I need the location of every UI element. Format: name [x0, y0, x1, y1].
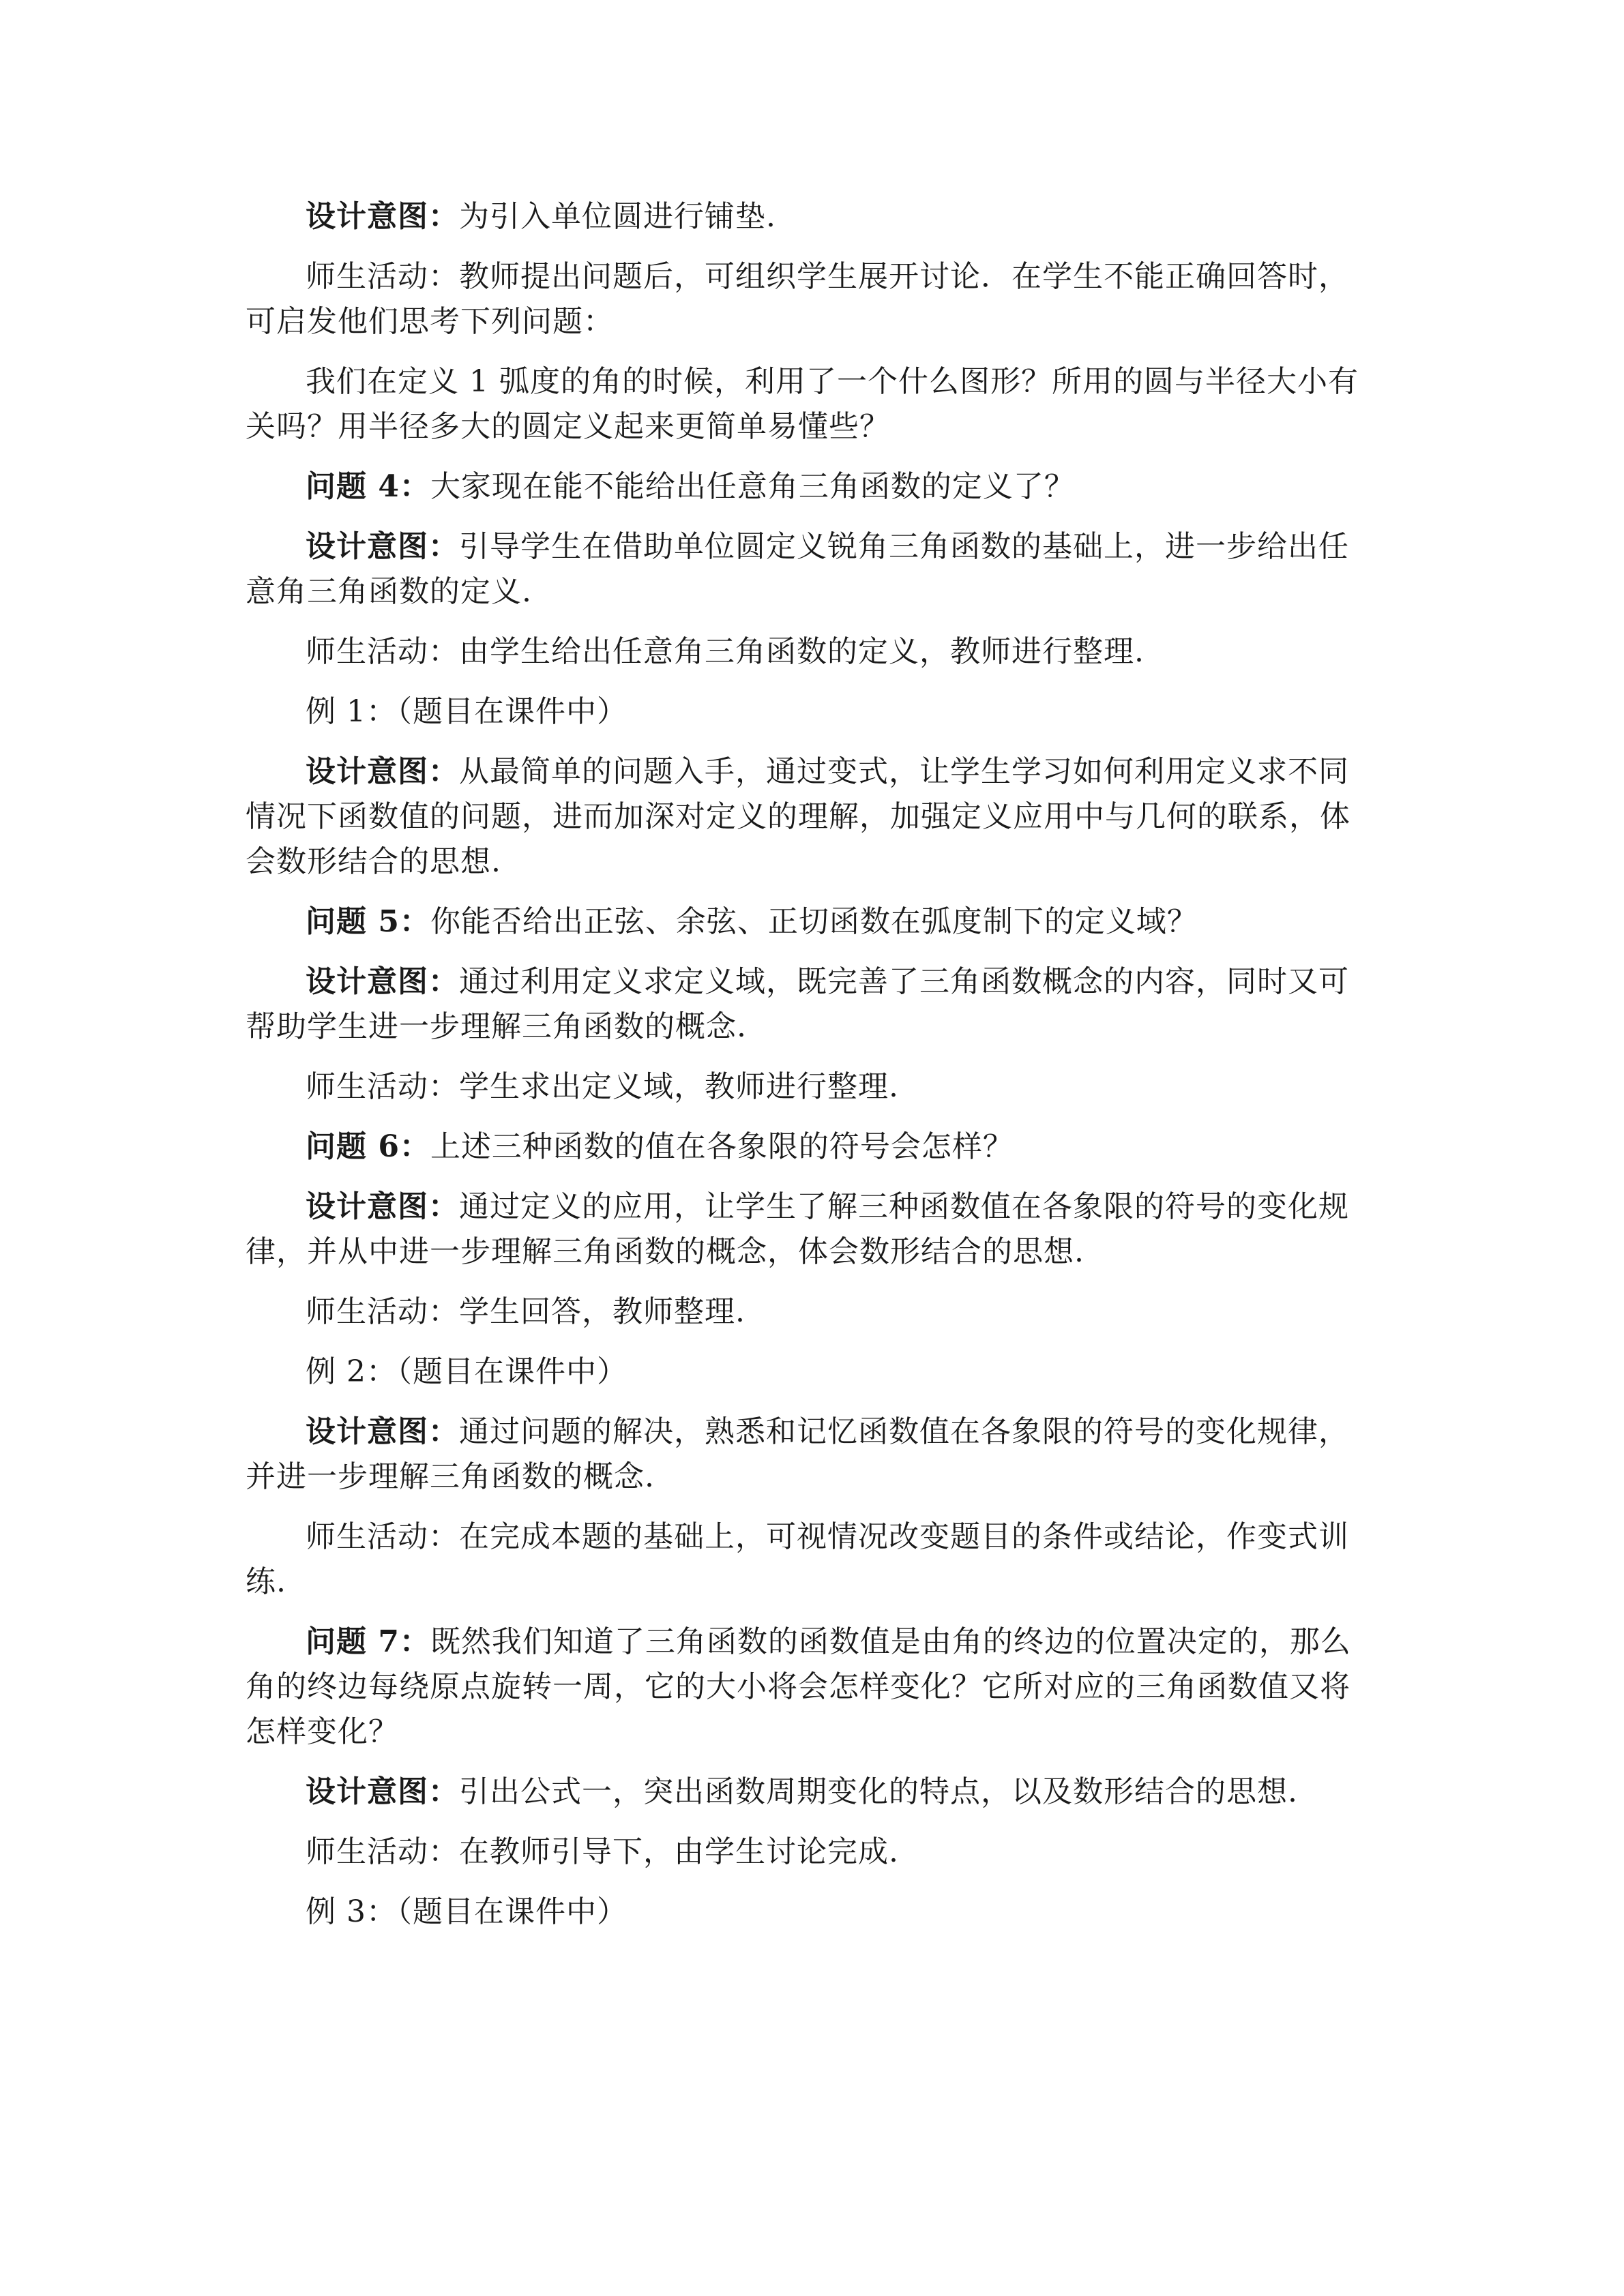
paragraph-text: 既然我们知道了三角函数的函数值是由角的终边的位置决定的，那么角的终边每绕原点旋转一周，它的大小将会怎样变化？它所对应的三角函数值又将怎样变化？	[246, 1624, 1351, 1749]
paragraph-example-2	[246, 1350, 1378, 1395]
paragraph-text: 师生活动：在教师引导下，由学生讨论完成.	[306, 1834, 899, 1869]
paragraph-text: 通过定义的应用，让学生了解三种函数值在各象限的符号的变化规律，并从中进一步理解三角函数的概念，体会数形结合的思想.	[246, 1189, 1349, 1269]
paragraph-text: 你能否给出正弦、余弦、正切函数在弧度制下的定义域？	[430, 904, 1198, 939]
paragraph-label: 问题 7：	[306, 1624, 430, 1659]
paragraph-text: 例 1：（题目在课件中）	[306, 694, 628, 729]
paragraph-design-intent	[246, 1184, 1378, 1274]
paragraph-text: 通过问题的解决，熟悉和记忆函数值在各象限的符号的变化规律，并进一步理解三角函数的概念.	[246, 1414, 1349, 1494]
paragraph-label: 设计意图：	[306, 1189, 459, 1224]
paragraph-label: 问题 6：	[306, 1129, 430, 1164]
paragraph-guiding-question	[246, 359, 1378, 449]
paragraph-text: 师生活动：学生回答，教师整理.	[306, 1294, 745, 1329]
paragraph-design-intent	[246, 1410, 1378, 1500]
paragraph-text: 通过利用定义求定义域，既完善了三角函数概念的内容，同时又可帮助学生进一步理解三角函数的概念.	[246, 964, 1349, 1044]
paragraph-label: 设计意图：	[306, 529, 459, 564]
paragraph-label: 问题 4：	[306, 469, 430, 504]
paragraph-text: 师生活动：在完成本题的基础上，可视情况改变题目的条件或结论，作变式训练.	[246, 1519, 1349, 1599]
paragraph-question-7	[246, 1620, 1378, 1755]
paragraph-teacher-student-activity	[246, 1830, 1378, 1875]
paragraph-question-4	[246, 464, 1378, 509]
paragraph-example-1	[246, 689, 1378, 734]
paragraph-text: 师生活动：由学生给出任意角三角函数的定义，教师进行整理.	[306, 634, 1145, 669]
paragraph-label: 设计意图：	[306, 964, 459, 999]
paragraph-teacher-student-activity	[246, 1064, 1378, 1109]
paragraph-text: 大家现在能不能给出任意角三角函数的定义了？	[430, 469, 1075, 504]
paragraph-text: 师生活动：教师提出问题后，可组织学生展开讨论．在学生不能正确回答时，可启发他们思考下列问题：	[246, 259, 1349, 339]
paragraph-teacher-student-activity	[246, 629, 1378, 674]
document-body	[246, 194, 1378, 1950]
paragraph-design-intent	[246, 1770, 1378, 1815]
paragraph-teacher-student-activity	[246, 1289, 1378, 1335]
paragraph-text: 我们在定义 1 弧度的角的时候，利用了一个什么图形？所用的圆与半径大小有关吗？用半径多大的圆定义起来更简单易懂些？	[246, 364, 1359, 444]
paragraph-text: 上述三种函数的值在各象限的符号会怎样？	[430, 1129, 1014, 1164]
paragraph-example-3	[246, 1890, 1378, 1935]
paragraph-teacher-student-activity	[246, 1515, 1378, 1605]
paragraph-label: 设计意图：	[306, 754, 459, 789]
paragraph-label: 设计意图：	[306, 1414, 459, 1449]
paragraph-label: 设计意图：	[306, 199, 459, 234]
paragraph-teacher-student-activity	[246, 254, 1378, 344]
paragraph-text: 师生活动：学生求出定义域，教师进行整理.	[306, 1069, 899, 1104]
paragraph-text: 例 3：（题目在课件中）	[306, 1894, 628, 1929]
paragraph-design-intent	[246, 749, 1378, 884]
paragraph-question-5	[246, 899, 1378, 944]
paragraph-question-6	[246, 1124, 1378, 1169]
paragraph-label: 问题 5：	[306, 904, 430, 939]
paragraph-text: 为引入单位圆进行铺垫.	[459, 199, 776, 234]
paragraph-text: 引导学生在借助单位圆定义锐角三角函数的基础上，进一步给出任意角三角函数的定义.	[246, 529, 1349, 609]
paragraph-text: 从最简单的问题入手，通过变式，让学生学习如何利用定义求不同情况下函数值的问题，进而加深对定义的理解，加强定义应用中与几何的联系，体会数形结合的思想.	[246, 754, 1350, 879]
paragraph-design-intent	[246, 194, 1378, 239]
paragraph-design-intent	[246, 524, 1378, 614]
paragraph-text: 引出公式一，突出函数周期变化的特点，以及数形结合的思想.	[459, 1774, 1298, 1809]
paragraph-label: 设计意图：	[306, 1774, 459, 1809]
paragraph-design-intent	[246, 959, 1378, 1049]
paragraph-text: 例 2：（题目在课件中）	[306, 1354, 628, 1389]
